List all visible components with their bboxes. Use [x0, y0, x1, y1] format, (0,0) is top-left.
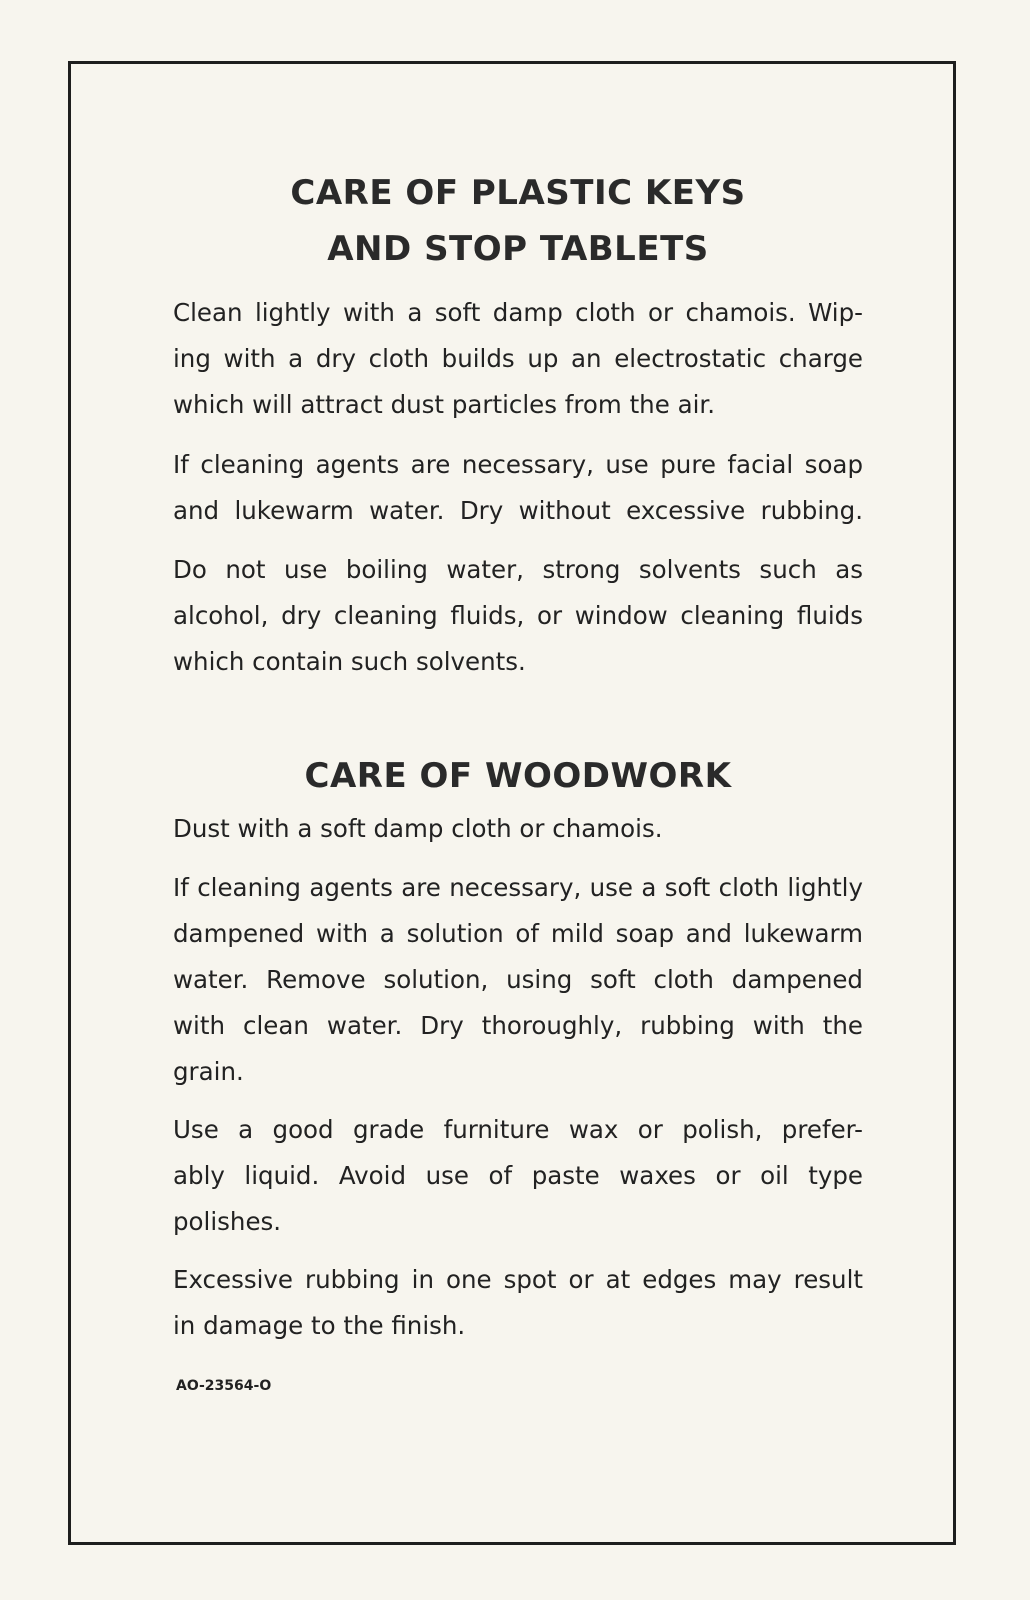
- text-line: dampened with a solution of mild soap and lukewarm: [173, 919, 863, 948]
- section-woodwork: [173, 748, 863, 804]
- text-line: If cleaning agents are necessary, use a soft cloth lightly: [173, 873, 863, 902]
- section-title: [173, 748, 863, 804]
- text-line: grain.: [173, 1057, 244, 1086]
- paragraph: [173, 442, 863, 534]
- text-line: ing with a dry cloth builds up an electrostatic charge: [173, 344, 863, 373]
- text-line: Clean lightly with a soft damp cloth or chamois. Wip-: [173, 298, 863, 327]
- text-line: water. Remove solution, using soft cloth dampened: [173, 965, 863, 994]
- text-line: which contain such solvents.: [173, 647, 526, 676]
- text-line: alcohol, dry cleaning fluids, or window cleaning fluids: [173, 601, 863, 630]
- text-line: Dust with a soft damp cloth or chamois.: [173, 814, 663, 843]
- document-code: AO-23564-O: [176, 1378, 272, 1394]
- text-line: with clean water. Dry thoroughly, rubbing with the: [173, 1011, 863, 1040]
- paragraph: [173, 547, 863, 685]
- title-line: CARE OF PLASTIC KEYS: [290, 173, 746, 213]
- text-line: which will attract dust particles from the air.: [173, 390, 716, 419]
- section-plastic-keys: [173, 165, 863, 277]
- text-line: Use a good grade furniture wax or polish, prefer-: [173, 1115, 863, 1144]
- paragraph: [173, 1107, 863, 1245]
- paragraph: [173, 865, 863, 1095]
- text-line: Do not use boiling water, strong solvents such as: [173, 555, 863, 584]
- text-line: and lukewarm water. Dry without excessive rubbing.: [173, 496, 863, 525]
- title-line: CARE OF WOODWORK: [304, 756, 732, 796]
- section-title: [173, 165, 863, 277]
- text-line: Excessive rubbing in one spot or at edges may result: [173, 1265, 863, 1294]
- paragraph: [173, 1257, 863, 1349]
- title-line: AND STOP TABLETS: [327, 229, 709, 269]
- paragraph: [173, 806, 863, 852]
- text-line: polishes.: [173, 1207, 282, 1236]
- paragraph: [173, 290, 863, 428]
- text-line: If cleaning agents are necessary, use pure facial soap: [173, 450, 863, 479]
- text-line: ably liquid. Avoid use of paste waxes or oil type: [173, 1161, 863, 1190]
- text-line: in damage to the finish.: [173, 1311, 466, 1340]
